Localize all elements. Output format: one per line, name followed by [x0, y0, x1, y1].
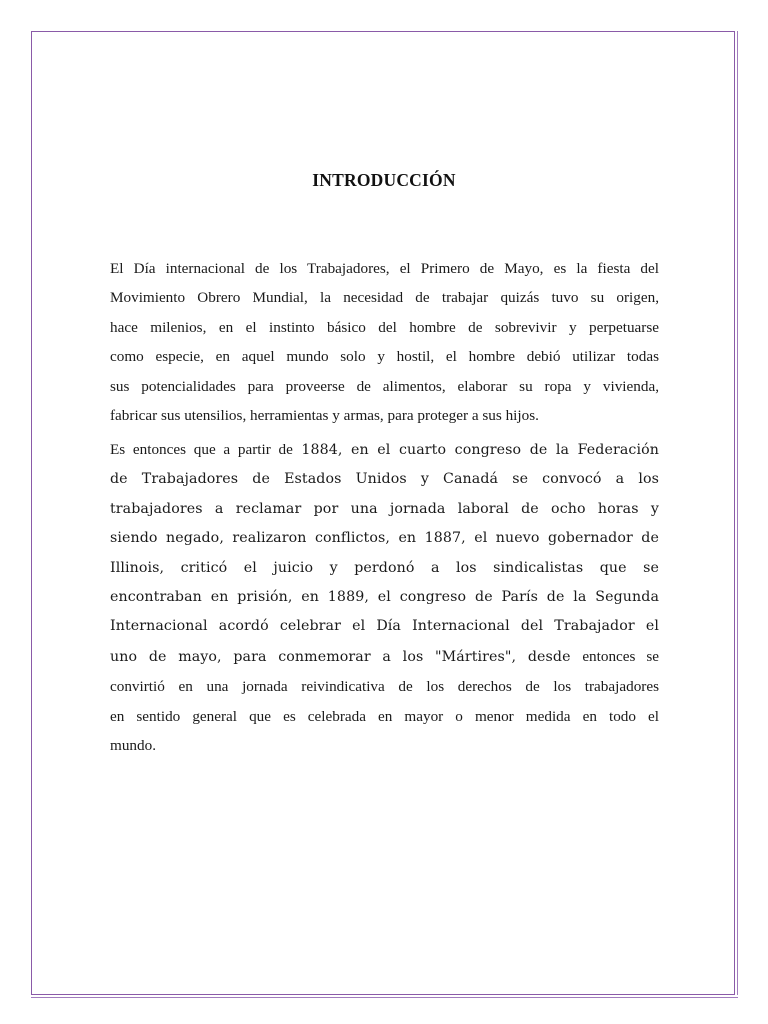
paragraph-2-line8-start: uno de mayo, para conmemorar a los "Mártires", desde [110, 648, 571, 665]
paragraph-2-line: siendo negado, realizaron conflictos, en 1887, el nuevo gobernador de [110, 530, 659, 547]
paragraph-2-line: Internacional acordó celebrar el Día Internacional del Trabajador el [110, 618, 659, 635]
paragraph-2-line8-end: entonces se [582, 647, 659, 665]
paragraph-2-line: de Trabajadores de Estados Unidos y Canadá se convocó a los [110, 471, 659, 488]
paragraph-1-line: Movimiento Obrero Mundial, la necesidad de trabajar quizás tuvo su origen, [110, 289, 659, 307]
paragraph-2-line: mundo. [110, 737, 156, 755]
paragraph-2-line1-start: Es entonces que a partir de [110, 441, 293, 458]
paragraph-1-line: sus potencialidades para proveerse de alimentos, elaborar su ropa y vivienda, [110, 377, 659, 395]
paragraph-2-line: trabajadores a reclamar por una jornada laboral de ocho horas y [110, 500, 659, 517]
document-title: INTRODUCCIÓN [312, 170, 456, 190]
paragraph-1-line: El Día internacional de los Trabajadores, el Primero de Mayo, es la fiesta del [110, 260, 659, 277]
page-border-bottom-shadow [31, 997, 738, 998]
paragraph-2-line [110, 435, 659, 465]
paragraph-1-line: hace milenios, en el instinto básico del hombre de sobrevivir y perpetuarse [110, 318, 659, 336]
paragraph-2-line: Illinois, criticó el juicio y perdonó a los sindicalistas que se [110, 559, 659, 576]
paragraph-1-line: fabricar sus utensilios, herramientas y armas, para proteger a sus hijos. [110, 407, 539, 425]
paragraph-2-line [110, 642, 659, 672]
paragraph-2-line: en sentido general que es celebrada en mayor o menor medida en todo el [110, 707, 659, 725]
paragraph-2 [110, 435, 659, 760]
paragraph-2-line: encontraban en prisión, en 1889, el congreso de París de la Segunda [110, 589, 659, 606]
paragraph-1-line: como especie, en aquel mundo solo y hostil, el hombre debió utilizar todas [110, 348, 659, 366]
paragraph-1 [110, 254, 659, 430]
paragraph-2-line1-rest: 1884, en el cuarto congreso de la Federación [301, 442, 659, 458]
paragraph-2-line: convirtió en una jornada reivindicativa de los derechos de los trabajadores [110, 678, 659, 696]
